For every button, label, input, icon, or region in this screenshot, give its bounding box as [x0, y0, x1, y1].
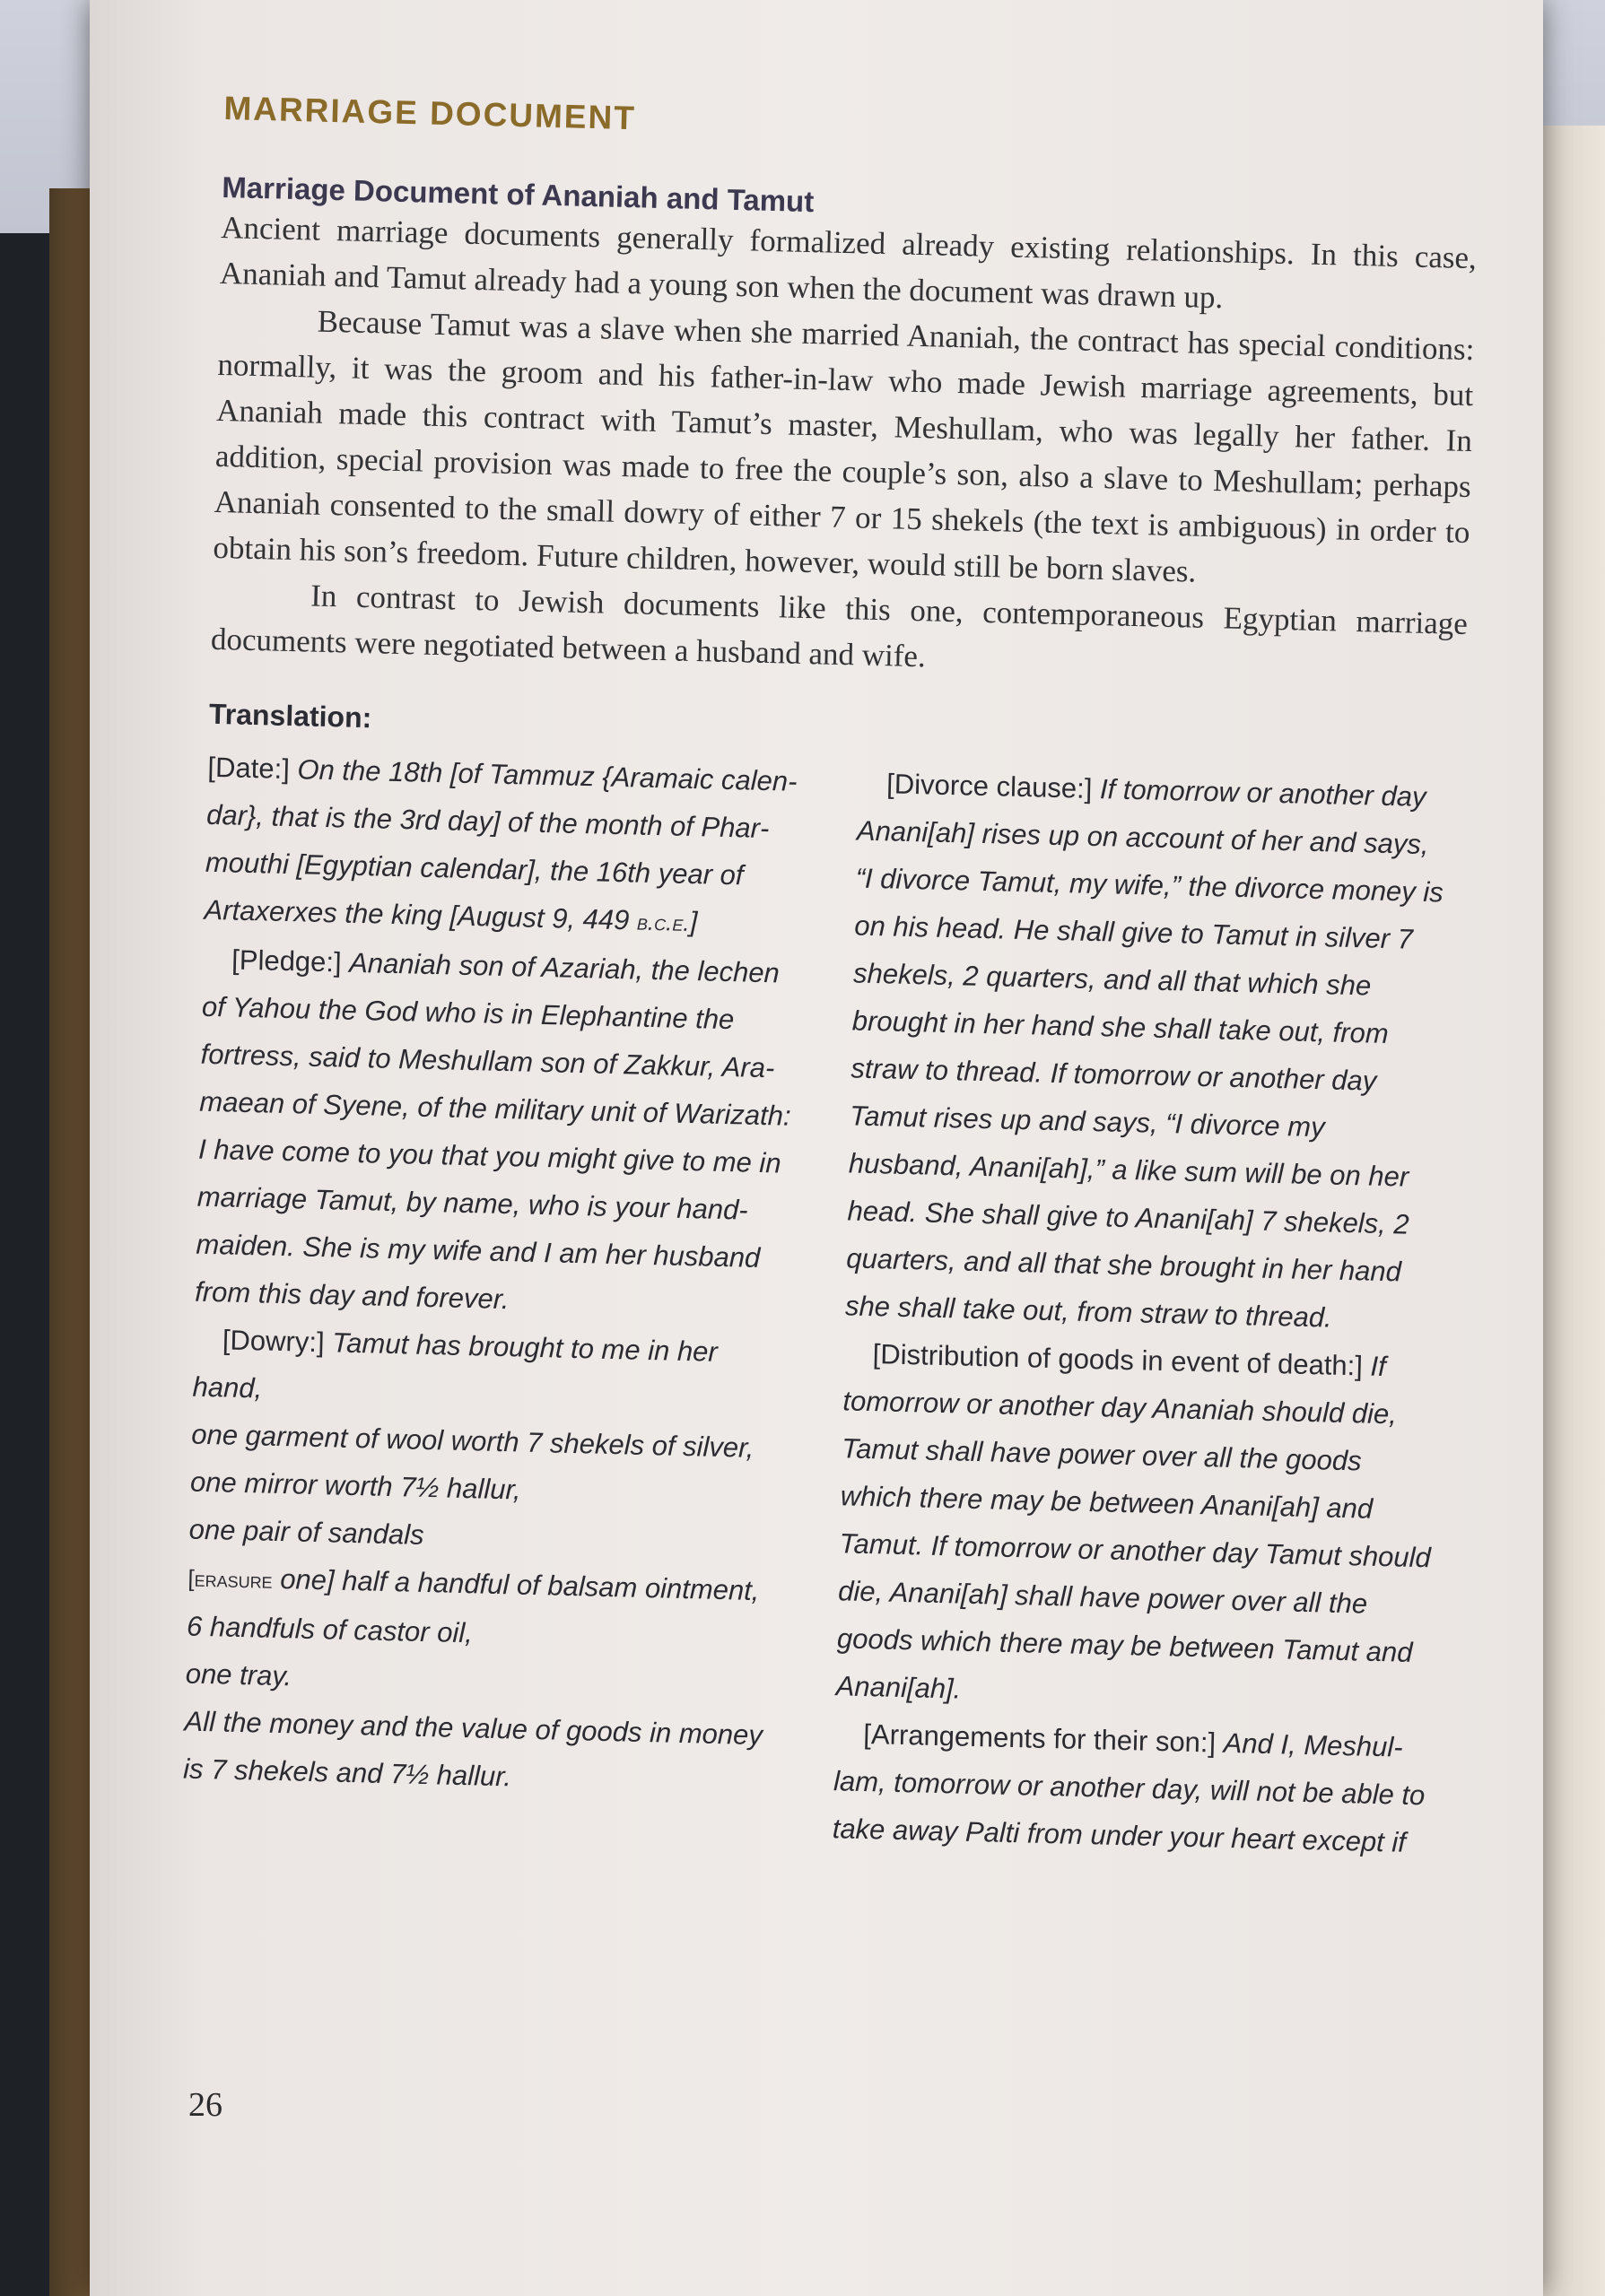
erasure-word: one]: [279, 1563, 336, 1596]
clause-label: [Divorce clause:]: [885, 768, 1093, 804]
clause-text: On the 18th [of Tammuz {Aramaic calendar}, that is the 3rd day] of the month of Pharmouthi [Egyptian calendar], the 16th year of Artaxerxes the king [August 9, 449: [204, 753, 798, 936]
document-title: Marriage Document of Ananiah and Tamut: [221, 170, 815, 219]
erasure-label: [erasure: [188, 1564, 274, 1594]
section-label: MARRIAGE DOCUMENT: [222, 90, 637, 137]
dowry-item: one mirror worth 7½ hallur,: [189, 1465, 522, 1506]
translation-columns: [181, 744, 1463, 1867]
dowry-item: 6 handfuls of castor oil,: [186, 1610, 474, 1649]
dowry-clause: [192, 1316, 790, 1425]
intro-text: [210, 204, 1477, 692]
dowry-item: one garment of wool worth 7 shekels of silver,: [190, 1418, 755, 1464]
intro-paragraph: Because Tamut was a slave when she married Ananiah, the contract has special conditions: normally, it was the groom and his father-in-law who made Jewish marriage agreements, but Ananiah made this contract with Tamut’s master, Meshullam, who was legally her father. In addition, special provision was made to free the couple’s son, also a slave to Meshullam; perhaps Ananiah consented to the small dowry of either 7 or 15 shekels (the text is ambiguous) in order to obtain his son’s freedom. Future children, however, would still be born slaves.: [213, 303, 1475, 589]
clause-label: [Pledge:]: [231, 944, 343, 978]
clause-text: Tamut has brought to me in her hand,: [192, 1326, 719, 1405]
intro-paragraph: Ancient marriage documents generally formalized already existing relationships. In this case, Ananiah and Tamut already had a young son when the document was drawn up.: [219, 209, 1478, 316]
death-clause: [835, 1329, 1441, 1724]
dowry-item: one tray.: [185, 1657, 292, 1692]
book-page: [90, 0, 1543, 2296]
translation-heading: Translation:: [208, 697, 372, 735]
era-label: b.c.e.: [636, 908, 691, 936]
clause-text: Ananiah son of Azariah, the lechen of Yahou the God who is in Elephantine the fortress, said to Meshullam son of Zakkur, Aramaean of Syene, of the military unit of Warizath: I have come to you that you might give to me in marriage Tamut, by name, who is your handmaiden. She is my wife and I am her husband from this day and forever.: [194, 946, 792, 1316]
date-clause: [204, 744, 805, 950]
intro-paragraph: In contrast to Jewish documents like this one, contemporaneous Egyptian marriage documents were negotiated between a husband and wife.: [210, 578, 1469, 674]
clause-label: [Dowry:]: [222, 1324, 326, 1359]
page-content: [181, 90, 1479, 1867]
divorce-clause: [844, 759, 1454, 1344]
clause-label: [Date:]: [207, 751, 291, 786]
clause-label: [Distribution of goods in event of death:]: [872, 1338, 1364, 1382]
clause-text: And I, Meshullam, tomorrow or another day, will not be able to take away Palti from under your heart except if: [832, 1726, 1426, 1858]
clause-text: If tomorrow or another day Ananiah should die, Tamut shall have power over all the goods which there may be between Anani[ah] and Tamut. If tomorrow or another day Tamut should die, Anani[ah] shall have power over all the goods which there may be between Tamut and Anani[ah].: [835, 1350, 1432, 1705]
translation-right-column: [832, 759, 1455, 1866]
page-number: 26: [188, 2086, 222, 2124]
son-clause: [832, 1709, 1432, 1866]
dowry-total: All the money and the value of goods in money is 7 shekels and 7½ hallur.: [182, 1705, 763, 1793]
dowry-item: one pair of sandals: [188, 1513, 425, 1551]
pledge-clause: [195, 935, 800, 1330]
bracket-close: ]: [689, 905, 698, 938]
erasure-rest: half a handful of balsam ointment,: [341, 1564, 760, 1607]
translation-left-column: [181, 744, 805, 1851]
clause-text: If tomorrow or another day Anani[ah] rises up on account of her and says, “I divorce Tamut, my wife,” the divorce money is on his head. He shall give to Tamut in silver 7 shekels, 2 quarters, and all that which she brought in her hand she shall take out, from straw to thread. If tomorrow or another day Tamut rises up and says, “I divorce my husband, Anani[ah],” a like sum will be on her head. She shall give to Anani[ah] 7 shekels, 2 quarters, and all that she brought in her hand she shall take out, from straw to thread.: [844, 773, 1444, 1334]
clause-label: [Arrangements for their son:]: [862, 1718, 1217, 1759]
